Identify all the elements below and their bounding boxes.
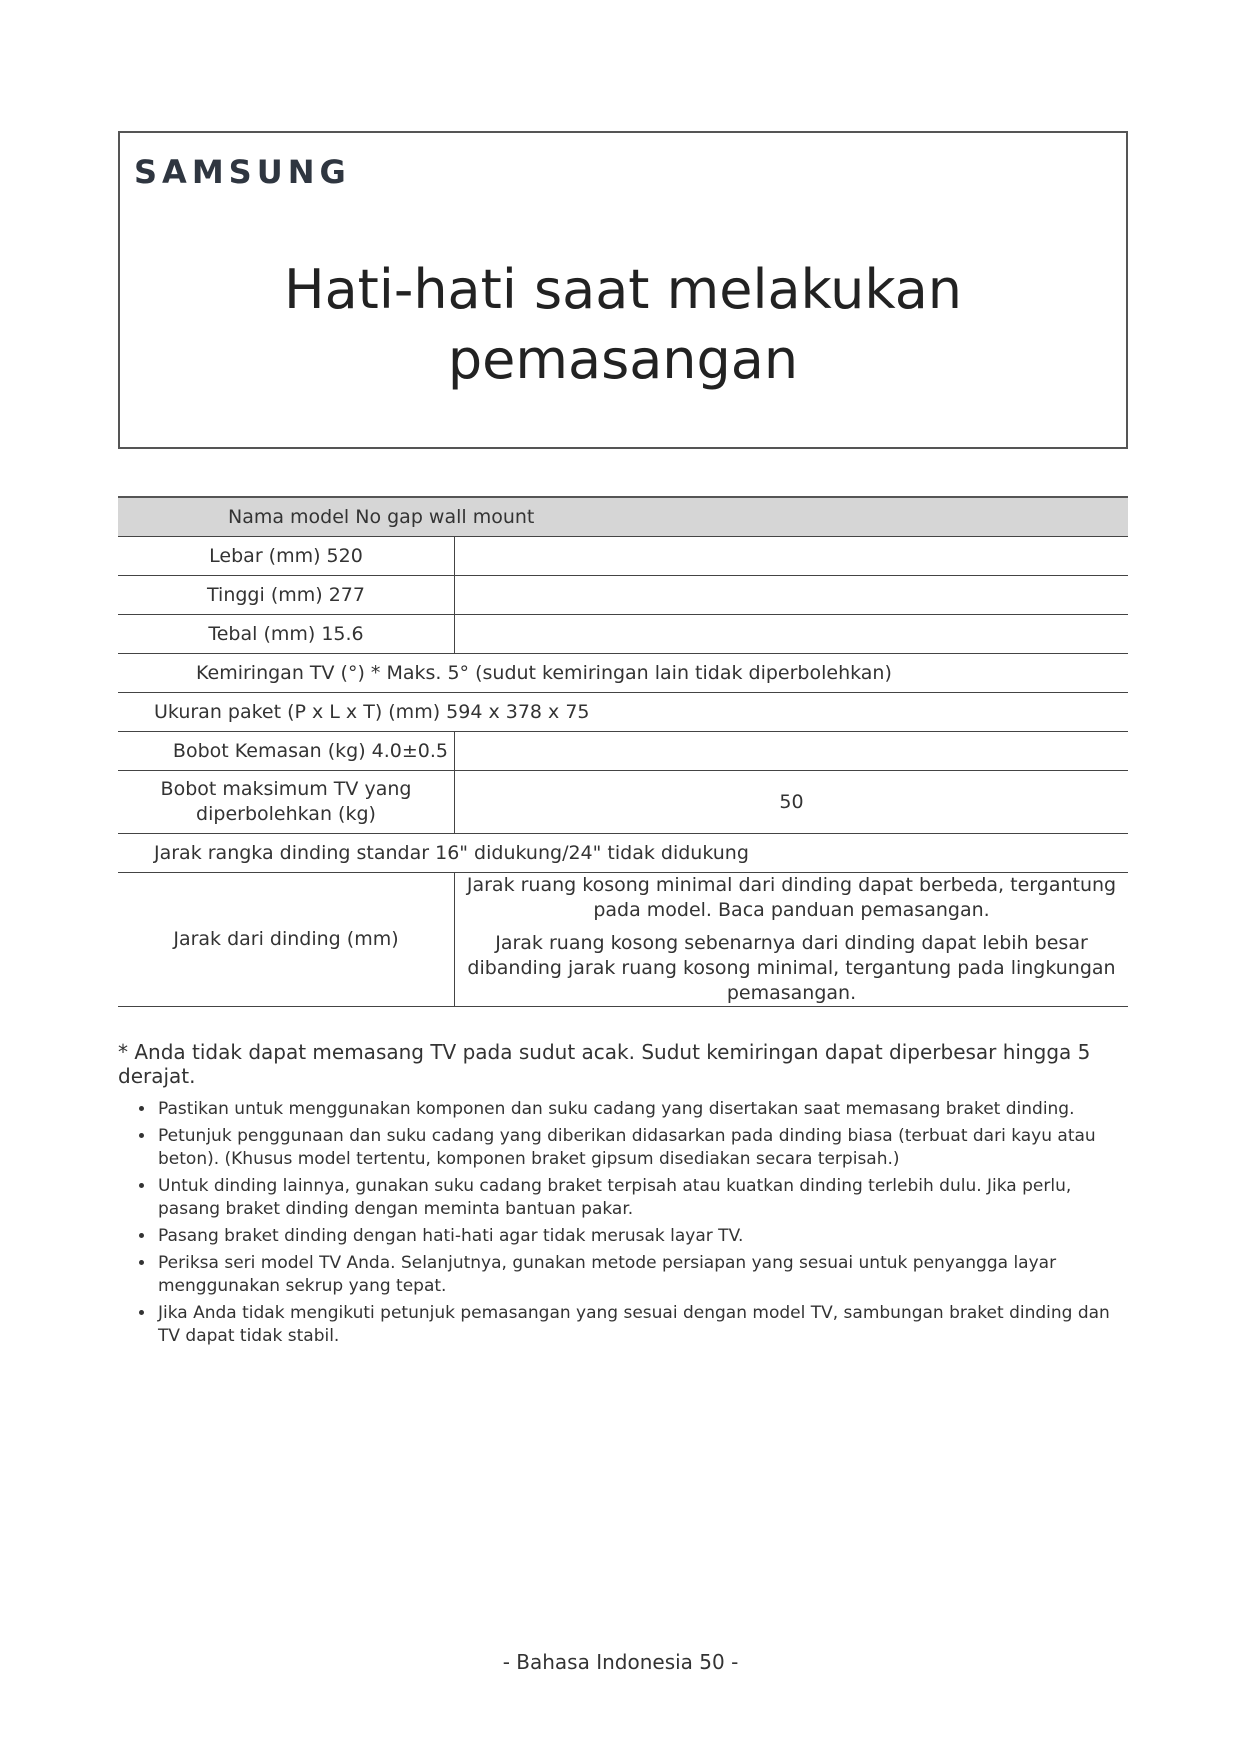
row-value (455, 576, 1129, 615)
table-row (118, 615, 1128, 654)
list-item: • Periksa seri model TV Anda. Selanjutnya, gunakan metode persiapan yang sesuai untuk penyangga layar menggunakan sekrup yang tepat. (156, 1252, 1128, 1298)
table-row (118, 771, 1128, 834)
table-row (118, 654, 1128, 693)
header-box (118, 131, 1128, 449)
row-label: Ukuran paket (P x L x T) (mm) 594 x 378 x 75 (118, 693, 1128, 732)
table-row (118, 693, 1128, 732)
list-item: • Petunjuk penggunaan dan suku cadang yang diberikan didasarkan pada dinding biasa (terbuat dari kayu atau beton). (Khusus model tertentu, komponen braket gipsum disediakan secara terpisah.) (156, 1125, 1128, 1171)
title-line-2: pemasangan (447, 328, 799, 391)
row-value (455, 615, 1129, 654)
row-label: Kemiringan TV (°) * Maks. 5° (sudut kemiringan lain tidak diperbolehkan) (118, 654, 1128, 693)
row-label: Tinggi (mm) 277 (118, 576, 455, 615)
list-item: • Pastikan untuk menggunakan komponen dan suku cadang yang disertakan saat memasang braket dinding. (156, 1098, 1128, 1121)
table-row (118, 537, 1128, 576)
distance-note-1: Jarak ruang kosong minimal dari dinding dapat berbeda, tergantung pada model. Baca panduan pemasangan. (466, 874, 1117, 921)
distance-value (455, 873, 1129, 1007)
row-value (455, 537, 1129, 576)
row-label: Lebar (mm) 520 (118, 537, 455, 576)
list-item: • Pasang braket dinding dengan hati-hati agar tidak merusak layar TV. (156, 1225, 1128, 1248)
distance-note-2: Jarak ruang kosong sebenarnya dari dinding dapat lebih besar dibanding jarak ruang kosong minimal, tergantung pada lingkungan pemasangan. (467, 932, 1116, 1004)
spec-table (118, 496, 1128, 1007)
notes-section (118, 1040, 1128, 1352)
bullet-list (118, 1098, 1128, 1348)
table-row (118, 576, 1128, 615)
row-label: Bobot Kemasan (kg) 4.0±0.5 (118, 732, 455, 771)
table-header-cell: Nama model No gap wall mount (118, 497, 1128, 537)
row-label: Jarak rangka dinding standar 16" didukung/24" tidak didukung (118, 834, 1128, 873)
page-footer: - Bahasa Indonesia 50 - (502, 1650, 739, 1674)
distance-label: Jarak dari dinding (mm) (118, 873, 455, 1007)
list-item: • Jika Anda tidak mengikuti petunjuk pemasangan yang sesuai dengan model TV, sambungan braket dinding dan TV dapat tidak stabil. (156, 1302, 1128, 1348)
row-label: Tebal (mm) 15.6 (118, 615, 455, 654)
table-row-distance (118, 873, 1128, 1007)
table-row (118, 732, 1128, 771)
samsung-logo: SAMSUNG (134, 153, 351, 191)
row-value: 50 (455, 771, 1129, 834)
page-title (120, 255, 1126, 395)
table-row (118, 834, 1128, 873)
row-value (455, 732, 1129, 771)
footnote: * Anda tidak dapat memasang TV pada sudut acak. Sudut kemiringan dapat diperbesar hingga 5 derajat. (118, 1040, 1091, 1088)
row-label: Bobot maksimum TV yang diperbolehkan (kg) (118, 771, 455, 834)
table-header-row (118, 497, 1128, 537)
list-item: • Untuk dinding lainnya, gunakan suku cadang braket terpisah atau kuatkan dinding terlebih dulu. Jika perlu, pasang braket dinding dengan meminta bantuan pakar. (156, 1175, 1128, 1221)
title-line-1: Hati-hati saat melakukan (283, 258, 963, 321)
